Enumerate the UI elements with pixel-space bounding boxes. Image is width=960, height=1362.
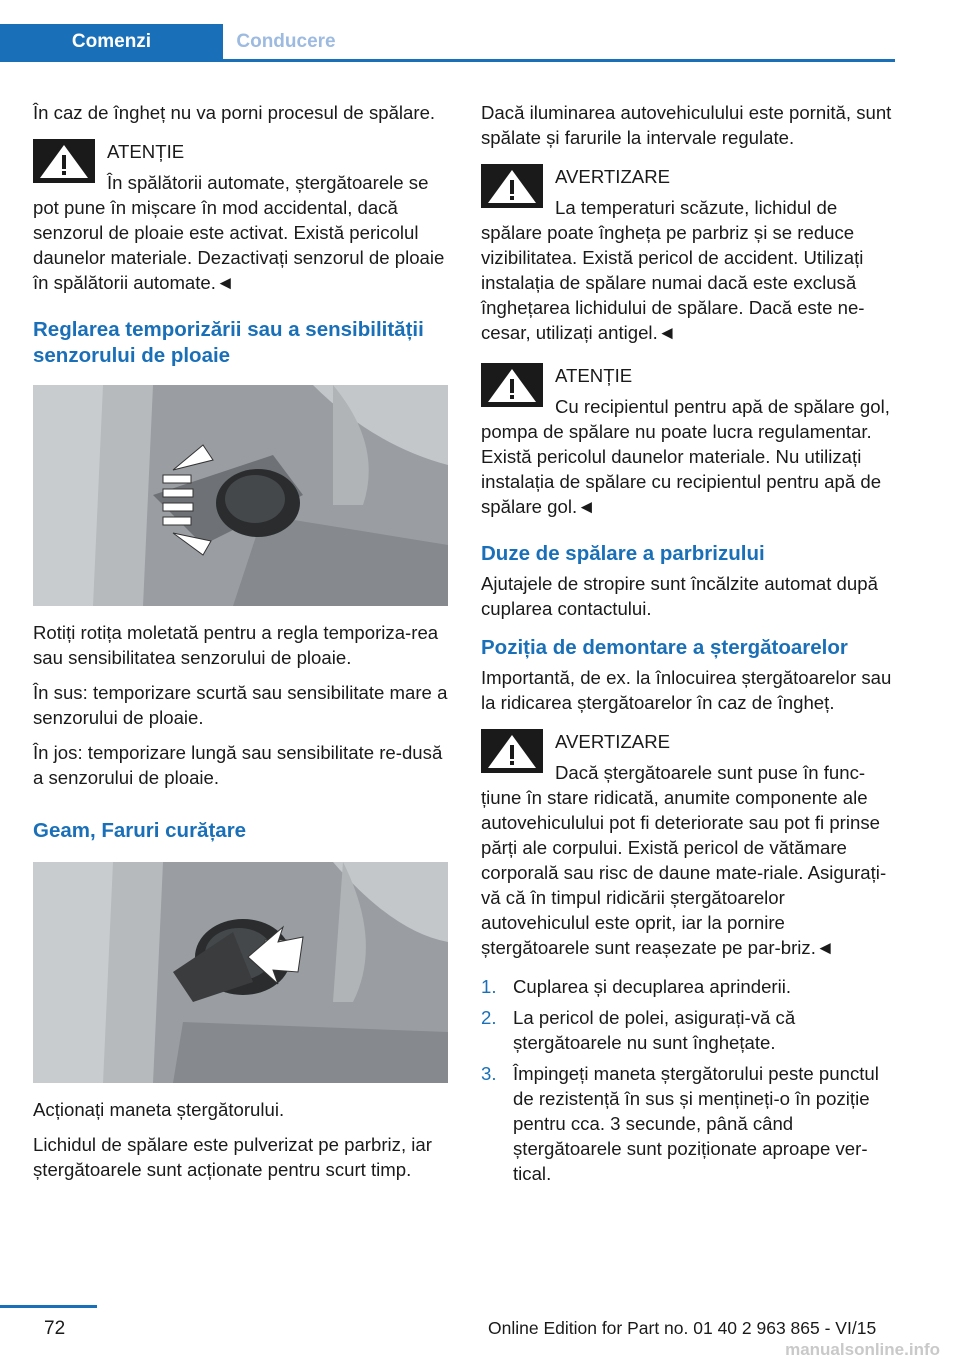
paragraph-intro: În caz de îngheț nu va porni procesul de spălare.	[33, 102, 436, 123]
warning-title: ATENȚIE	[107, 141, 185, 162]
section-heading: Reglarea temporizării sau a sensibilității senzorului de ploaie	[33, 318, 424, 367]
warning-block	[481, 729, 895, 960]
step-text: Cuplarea și decuplarea aprinderii.	[513, 976, 792, 997]
header-tabs	[0, 24, 895, 62]
warning-body: Dacă ștergătoarele sunt puse în func-țiune în stare ridicată, anumite componente ale autovehiculului pot fi deteriorate sau pot fi prinse părți ale corpului. Există pericol de vătămare corporală sau risc de daune mate-riale. Asigurați-vă că în timpul ridicării ștergătoarelor autovehiculul este oprit, iar la pornire ștergătoarele sunt reașezate pe par-briz.◄	[481, 762, 887, 958]
paragraph-rotate: Rotiți rotița moletată pentru a regla temporiza-rea sau sensibilitatea senzorului de ploaie.	[33, 622, 439, 668]
step-number: 1.	[481, 976, 497, 997]
warning-triangle-icon	[481, 164, 555, 220]
header-rule	[0, 59, 895, 62]
paragraph-lever: Acționați maneta ștergătorului.	[33, 1099, 285, 1120]
step-number: 3.	[481, 1063, 497, 1084]
warning-title: ATENȚIE	[555, 365, 633, 386]
warning-body: În spălătorii automate, ștergătoarele se pot pune în mișcare în mod accidental, dacă senzorul de ploaie este activat. Există pericolul daunelor materiale. Dezactivați senzorul de ploaie în spălătorii automate.◄	[33, 172, 445, 293]
warning-triangle-icon	[481, 363, 555, 419]
warning-body: La temperaturi scăzute, lichidul de spălare poate îngheța pe parbriz și se reduce vizibilitatea. Există pericol de accident. Utilizați instalația de spălare numai dacă este exclusă înghețarea lichidului de spălare. Dacă este ne-cesar, utilizați antigel.◄	[481, 197, 865, 343]
paragraph-up: În sus: temporizare scurtă sau sensibilitate mare a senzorului de ploaie.	[33, 682, 448, 728]
watermark: manualsonline.info	[785, 1340, 940, 1359]
warning-triangle-icon	[33, 139, 107, 195]
section-heading: Duze de spălare a parbrizului	[481, 542, 765, 565]
warning-title: AVERTIZARE	[555, 731, 671, 752]
steps-list	[481, 974, 895, 1186]
paragraph-fluid: Lichidul de spălare este pulverizat pe parbriz, iar ștergătoarele sunt acționate pentru scurt timp.	[33, 1134, 432, 1180]
wiper-lever-photo	[33, 862, 448, 1083]
paragraph-lights: Dacă iluminarea autovehiculului este pornită, sunt spălate și farurile la intervale regulate.	[481, 102, 892, 148]
warning-block	[481, 363, 895, 519]
list-item	[481, 1005, 895, 1055]
warning-triangle-icon	[481, 729, 555, 785]
warning-body: Cu recipientul pentru apă de spălare gol, pompa de spălare nu poate lucra regulamentar. Există pericolul daunelor materiale. Nu utilizați instalația de spălare cu recipientul pentru apă de spălare gol.◄	[481, 396, 890, 517]
warning-title: AVERTIZARE	[555, 166, 671, 187]
page-number: 72	[44, 1318, 66, 1339]
tab-conducere[interactable]: Conducere	[236, 31, 336, 52]
list-item	[481, 1061, 895, 1186]
warning-block	[33, 139, 448, 295]
left-column	[33, 100, 448, 1192]
step-text: Împingeți maneta ștergătorului peste punctul de rezistență în sus și mențineți-o în poziție pentru cca. 3 secunde, până când ștergătoarele sunt poziționate aproape ver-tical.	[513, 1063, 879, 1184]
knurled-wheel-photo	[33, 385, 448, 606]
section-heading: Poziția de demontare a ștergătoarelor	[481, 636, 848, 659]
footer-rule	[0, 1305, 97, 1308]
step-number: 2.	[481, 1007, 497, 1028]
tab-comenzi[interactable]: Comenzi	[0, 24, 223, 59]
paragraph-down: În jos: temporizare lungă sau sensibilitate re-dusă a senzorului de ploaie.	[33, 742, 443, 788]
paragraph-nozzles: Ajutajele de stropire sunt încălzite automat după cuplarea contactului.	[481, 573, 878, 619]
step-text: La pericol de polei, asigurați-vă că ștergătoarele nu sunt înghețate.	[513, 1007, 796, 1053]
section-heading: Geam, Faruri curățare	[33, 819, 247, 842]
list-item	[481, 974, 895, 999]
paragraph-important: Importantă, de ex. la înlocuirea ștergătoarelor sau la ridicarea ștergătoarelor în caz de îngheț.	[481, 667, 892, 713]
edition-text: Online Edition for Part no. 01 40 2 963 865 - VI/15	[488, 1318, 877, 1338]
right-column	[481, 100, 895, 1192]
warning-block	[481, 164, 895, 345]
